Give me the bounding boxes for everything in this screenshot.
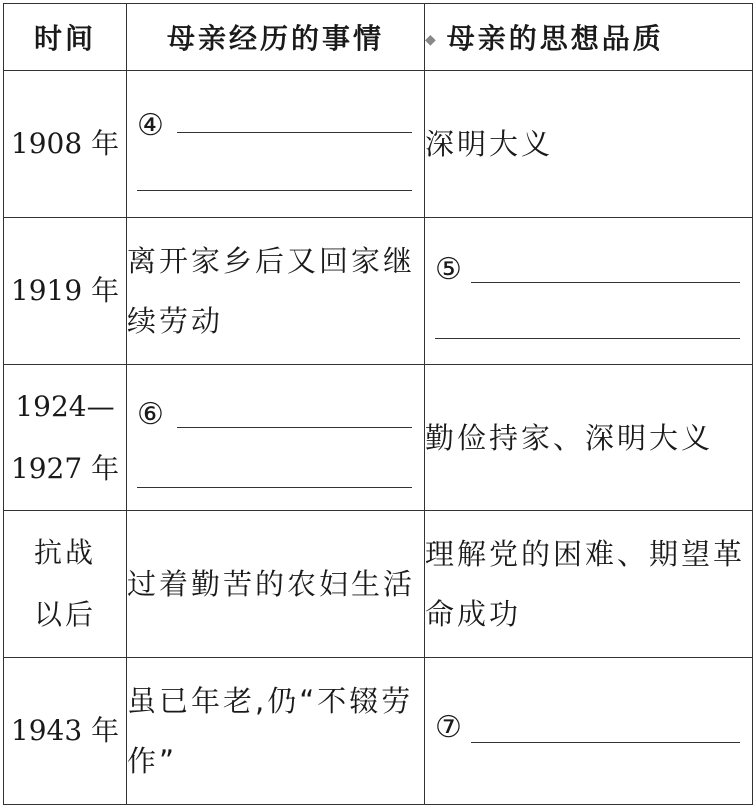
table-row bbox=[4, 364, 753, 511]
fill-blank bbox=[127, 98, 424, 160]
table-row bbox=[4, 658, 753, 805]
header-time: 时间 bbox=[4, 4, 127, 71]
answer-line bbox=[137, 487, 412, 488]
quality-blank-cell bbox=[425, 218, 753, 365]
scan-mark-icon: ◆ bbox=[425, 32, 439, 49]
fill-blank bbox=[127, 387, 424, 449]
event-cell: 虽已年老,仍“不辍劳作” bbox=[127, 658, 425, 805]
quality-blank-cell bbox=[425, 658, 753, 805]
event-blank-cell bbox=[127, 364, 425, 511]
answer-line bbox=[471, 742, 740, 743]
blank-number: ⑥ bbox=[137, 397, 164, 433]
time-cell: 1943 年 bbox=[4, 658, 127, 805]
time-cell: 1908 年 bbox=[4, 71, 127, 218]
fill-blank bbox=[425, 696, 752, 766]
time-line: 以后 bbox=[33, 598, 96, 632]
header-qualities-cell bbox=[425, 4, 753, 71]
mother-table bbox=[3, 3, 753, 805]
table-row bbox=[4, 218, 753, 365]
quality-cell: 深明大义 bbox=[425, 71, 753, 218]
quality-cell: 理解党的困难、期望革命成功 bbox=[425, 511, 753, 658]
time-cell: 1919 年 bbox=[4, 218, 127, 365]
quality-cell: 勤俭持家、深明大义 bbox=[425, 364, 753, 511]
blank-number: ⑦ bbox=[435, 710, 462, 746]
table-row bbox=[4, 511, 753, 658]
answer-line bbox=[435, 338, 740, 339]
event-cell: 过着勤苦的农妇生活 bbox=[127, 511, 425, 658]
answer-line bbox=[177, 132, 412, 133]
answer-line bbox=[137, 190, 412, 191]
time-line: 1927 年 bbox=[10, 451, 120, 485]
table-row bbox=[4, 71, 753, 218]
event-cell: 离开家乡后又回家继续劳动 bbox=[127, 218, 425, 365]
answer-line bbox=[471, 282, 740, 283]
header-events: 母亲经历的事情 bbox=[127, 4, 425, 71]
blank-number: ④ bbox=[137, 107, 164, 143]
time-line: 1924— bbox=[15, 389, 115, 423]
time-line: 抗战 bbox=[33, 536, 96, 570]
time-cell bbox=[4, 511, 127, 658]
blank-number: ⑤ bbox=[435, 252, 462, 288]
fill-blank bbox=[425, 242, 752, 304]
event-blank-cell bbox=[127, 71, 425, 218]
header-row bbox=[4, 4, 753, 71]
answer-line bbox=[177, 427, 412, 428]
time-cell bbox=[4, 364, 127, 511]
header-qualities: 母亲的思想品质 bbox=[446, 22, 664, 56]
